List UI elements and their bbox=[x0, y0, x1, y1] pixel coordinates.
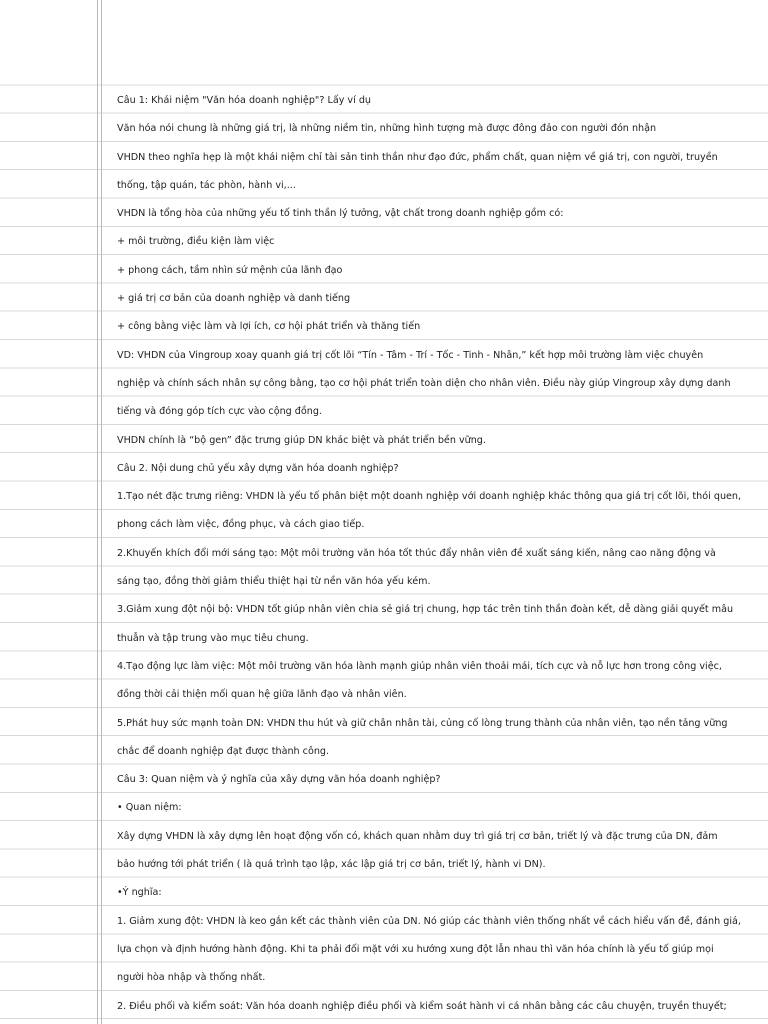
text-line: Xây dựng VHDN là xây dựng lên hoạt động vốn có, khách quan nhằm duy trì giá trị cơ bản, triết lý và đặc trưng của DN, đảm bbox=[117, 830, 718, 842]
document-text bbox=[117, 87, 757, 1021]
page-top-margin bbox=[0, 0, 768, 84]
list-item: + giá trị cơ bản của doanh nghiệp và danh tiếng bbox=[117, 293, 351, 305]
text-line: 3.Giảm xung đột nội bộ: VHDN tốt giúp nhân viên chia sẻ giá trị chung, hợp tác trên tinh thần đoàn kết, dễ dàng giải quyết mâu bbox=[117, 604, 734, 616]
bullet-heading: •Ý nghĩa: bbox=[117, 887, 162, 899]
list-item: + công bằng việc làm và lợi ích, cơ hội phát triển và thăng tiến bbox=[117, 321, 421, 333]
heading-question-1: Câu 1: Khái niệm "Văn hóa doanh nghiệp"? Lấy ví dụ bbox=[117, 95, 371, 106]
text-line: người hòa nhập và thống nhất. bbox=[117, 972, 266, 984]
heading-question-3: Câu 3: Quan niệm và ý nghĩa của xây dựng văn hóa doanh nghiệp? bbox=[117, 774, 441, 786]
text-line: VHDN chính là “bộ gen” đặc trưng giúp DN khác biệt và phát triển bền vững. bbox=[117, 434, 486, 446]
text-line: VD: VHDN của Vingroup xoay quanh giá trị cốt lõi “Tín - Tâm - Trí - Tốc - Tinh - Nhân,” kết hợp môi trường làm việc chuyên bbox=[117, 349, 704, 361]
list-item: + phong cách, tầm nhìn sứ mệnh của lãnh đạo bbox=[117, 264, 343, 276]
text-line: chắc để doanh nghiệp đạt được thành công. bbox=[117, 745, 330, 757]
text-line: 2. Điều phối và kiểm soát: Văn hóa doanh nghiệp điều phối và kiểm soát hành vi cá nhân bằng các câu chuyện, truyền thuyết; bbox=[117, 1000, 727, 1012]
text-line: 5.Phát huy sức mạnh toàn DN: VHDN thu hút và giữ chân nhân tài, củng cố lòng trung thành của nhân viên, tạo nền tảng vững bbox=[117, 717, 728, 729]
text-line: tiếng và đóng góp tích cực vào cộng đồng. bbox=[117, 406, 322, 418]
heading-question-2: Câu 2. Nội dung chủ yếu xây dựng văn hóa doanh nghiệp? bbox=[117, 462, 399, 474]
text-line: sáng tạo, đồng thời giảm thiểu thiệt hại từ nền văn hóa yếu kém. bbox=[117, 576, 431, 588]
text-line: VHDN theo nghĩa hẹp là một khái niệm chỉ tài sản tinh thần như đạo đức, phẩm chất, quan niệm về giá trị, con người, truyền bbox=[117, 151, 718, 163]
text-line: 2.Khuyến khích đổi mới sáng tạo: Một môi trường văn hóa tốt thúc đẩy nhân viên đề xuất sáng kiến, nâng cao năng động và bbox=[117, 547, 716, 559]
text-line: lựa chọn và định hướng hành động. Khi ta phải đối mặt với xu hướng xung đột lẫn nhau thì văn hóa chính là yếu tố giúp mọi bbox=[117, 943, 714, 955]
text-line: thuẫn và tập trung vào mục tiêu chung. bbox=[117, 632, 309, 644]
text-line: thống, tập quán, tác phòn, hành vi,... bbox=[117, 179, 296, 191]
text-line: Văn hóa nói chung là những giá trị, là những niềm tin, những hình tượng mà được đông đảo con người đón nhận bbox=[117, 123, 657, 135]
text-line: đồng thời cải thiện mối quan hệ giữa lãnh đạo và nhân viên. bbox=[117, 689, 407, 701]
bullet-heading: • Quan niệm: bbox=[117, 802, 182, 814]
margin-line-left bbox=[97, 0, 98, 1024]
text-line: bảo hướng tới phát triển ( là quá trình tạo lập, xác lập giá trị cơ bản, triết lý, hành vi DN). bbox=[117, 859, 546, 871]
text-line: nghiệp và chính sách nhân sự công bằng, tạo cơ hội phát triển toàn diện cho nhân viên. Điều này giúp Vingroup xây dựng danh bbox=[117, 377, 731, 389]
text-line: 4.Tạo động lực làm việc: Một môi trường văn hóa lành mạnh giúp nhân viên thoải mái, tích cực và nỗ lực hơn trong công việc, bbox=[117, 660, 722, 672]
list-item: + môi trường, điều kiện làm việc bbox=[117, 236, 275, 248]
text-line: 1.Tạo nét đặc trưng riêng: VHDN là yếu tố phân biệt một doanh nghiệp với doanh nghiệp khác thông qua giá trị cốt lõi, thói quen, bbox=[117, 491, 742, 503]
text-line: VHDN là tổng hòa của những yếu tố tinh thần lý tưởng, vật chất trong doanh nghiệp gồm có: bbox=[117, 208, 564, 220]
text-line: phong cách làm việc, đồng phục, và cách giao tiếp. bbox=[117, 519, 365, 531]
text-line: 1. Giảm xung đột: VHDN là keo gắn kết các thành viên của DN. Nó giúp các thành viên thống nhất về cách hiểu vấn đề, đánh giá, bbox=[117, 915, 741, 927]
margin-line-right bbox=[101, 0, 102, 1024]
